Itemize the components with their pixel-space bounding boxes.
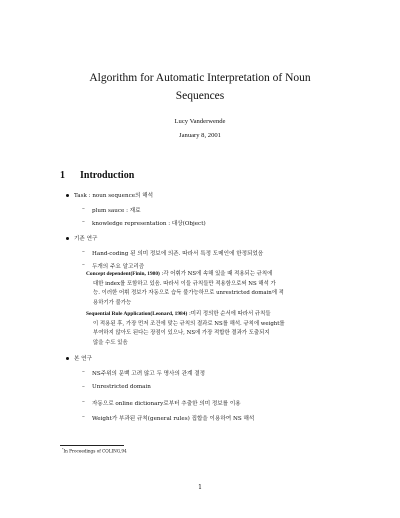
algorithm-finin-line-2: 대한 index를 포함하고 있음. 따라서 이들 규칙들만 적용함으로써 NS 해석 가: [93, 280, 276, 287]
bullet-icon: [66, 194, 69, 197]
this-work-bullet: 본 연구: [74, 356, 92, 362]
bullet-icon: [66, 237, 69, 240]
dash-icon: –: [82, 399, 85, 405]
this-work-item-4: Weight가 부과된 규칙(general rules) 집합을 이용하여 NS 해석: [92, 416, 255, 422]
this-work-item-1: NS주위의 문백 고려 않고 두 명사의 관계 결정: [92, 371, 206, 377]
algorithm-leonard-line-1: :미리 정의한 순서에 따라서 규칙들: [187, 311, 271, 317]
dash-icon: –: [82, 262, 85, 268]
algorithm-leonard-line-2: 이 적용된 후, 가장 먼저 조건에 맞는 규칙의 결과로 NS를 해석. 규칙에 weight를: [93, 320, 285, 327]
footnote-text: In Proceedings of COLING,94: [63, 448, 127, 454]
algorithm-finin-paragraph: [86, 270, 346, 308]
task-bullet: Task : noun sequence의 해석: [74, 193, 153, 199]
algorithm-leonard-line-4: 않을 수도 있음: [93, 339, 128, 346]
algorithm-leonard-line-3: 부여하지 않아도 된다는 장점이 있으나, NS에 가장 적합한 결과가 도출되지: [93, 330, 270, 337]
page-number: 1: [198, 484, 202, 491]
algorithm-leonard-title: Sequential Rule Application(Leonard, 1984): [86, 311, 188, 317]
prior-item-2: 두개의 주요 알고리즘: [92, 264, 145, 270]
dash-icon: –: [82, 249, 85, 255]
dash-icon: –: [82, 369, 85, 375]
footnote: *In Proceedings of COLING,94: [62, 447, 127, 454]
prior-bullet: 기존 연구: [74, 236, 98, 242]
dash-icon: –: [82, 384, 85, 390]
section-heading: [60, 170, 134, 181]
footnote-rule: [60, 445, 124, 446]
this-work-item-2: Unrestricted domain: [92, 384, 151, 390]
dash-icon: –: [82, 206, 85, 212]
this-work-item-3: 자동으로 online dictionary로부터 추출한 의미 정보를 이용: [92, 401, 241, 407]
dash-icon: –: [82, 414, 85, 420]
bullet-icon: [66, 357, 69, 360]
section-number: 1: [60, 170, 65, 181]
task-item-2: knowledge representation : 대상(Object): [92, 221, 206, 227]
date: January 8, 2001: [179, 132, 221, 139]
author: Lucy Vanderwende: [174, 118, 226, 125]
paper-title-line-2: Sequences: [175, 90, 225, 102]
algorithm-finin-line-1: :각 어휘가 NS에 속해 있을 때 적용되는 규칙에: [159, 271, 273, 277]
section-title: Introduction: [80, 170, 135, 181]
task-item-1: plum sauce : 재료: [92, 208, 141, 214]
algorithm-finin-line-4: 용하기가 불가능: [93, 299, 132, 306]
algorithm-finin-title: Concept dependent(Finin, 1980): [86, 271, 160, 277]
dash-icon: –: [82, 219, 85, 225]
prior-item-1: Hand-coding 된 의미 정보에 의존. 따라서 특정 도메인에 한정되었음: [92, 251, 264, 257]
algorithm-leonard-paragraph: [86, 310, 346, 348]
algorithm-finin-line-3: 능. 이러한 어휘 정보가 자동으로 습득 불가능하므로 unrestricted domain에 적: [93, 290, 284, 297]
paper-title-line-1: Algorithm for Automatic Interpretation of Noun: [89, 72, 311, 84]
